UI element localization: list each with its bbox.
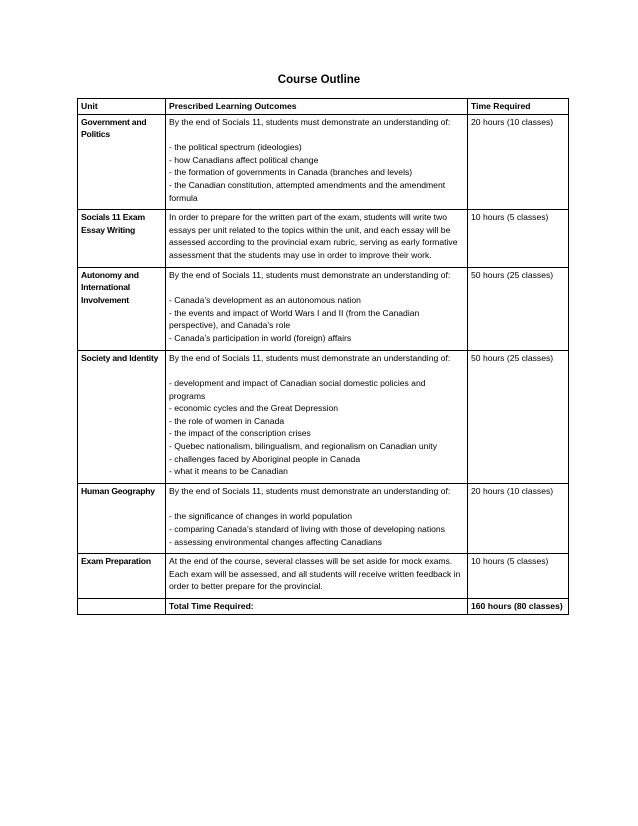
outcome-item: - assessing environmental changes affecting Canadians [169, 536, 382, 547]
outcome-item: - economic cycles and the Great Depression [169, 403, 339, 414]
outcomes-cell [166, 210, 468, 267]
header-outcomes: Prescribed Learning Outcomes [166, 99, 468, 115]
outcomes-text: At the end of the course, several classes will be set aside for mock exams. Each exam will be assessed, and all students will receive written feedback in order to better prepare for the provincial. [169, 556, 461, 592]
unit-cell: Socials 11 Exam Essay Writing [78, 210, 166, 267]
outcome-item: - the formation of governments in Canada (branches and levels) [169, 167, 413, 178]
table-row [78, 114, 569, 210]
outcome-item: - Canada’s participation in world (foreign) affairs [169, 332, 352, 343]
unit-cell: Exam Preparation [78, 554, 166, 599]
table-row [78, 483, 569, 553]
page-title: Course Outline [277, 74, 361, 86]
table-row [78, 210, 569, 267]
header-unit: Unit [78, 99, 166, 115]
outcome-item: - Canada’s development as an autonomous nation [169, 295, 361, 306]
outcome-item: - the Canadian constitution, attempted amendments and the amendment formula [169, 179, 446, 203]
header-time: Time Required [468, 99, 569, 115]
outcomes-cell [166, 483, 468, 553]
unit-cell: Autonomy and International Involvement [78, 267, 166, 350]
outcome-item: - Quebec nationalism, bilingualism, and regionalism on Canadian unity [169, 441, 437, 452]
outcome-item: - the significance of changes in world population [169, 511, 352, 522]
unit-cell: Society and Identity [78, 350, 166, 483]
header-row [78, 99, 569, 115]
time-cell: 50 hours (25 classes) [468, 350, 569, 483]
outcome-item: - challenges faced by Aboriginal people in Canada [169, 453, 361, 464]
outcomes-cell [166, 114, 468, 210]
table-row [78, 554, 569, 599]
outcome-item: - comparing Canada’s standard of living with those of developing nations [169, 524, 445, 535]
outcome-item: - the political spectrum (ideologies) [169, 142, 302, 153]
outcomes-cell [166, 554, 468, 599]
outcomes-cell [166, 267, 468, 350]
outcome-item: - how Canadians affect political change [169, 154, 319, 165]
total-row [78, 599, 569, 615]
outcome-item: - what it means to be Canadian [169, 466, 288, 477]
outcome-item: - the role of women in Canada [169, 415, 285, 426]
unit-cell: Human Geography [78, 483, 166, 553]
total-blank-cell [78, 599, 166, 615]
outcomes-cell [166, 350, 468, 483]
outcome-item: - the impact of the conscription crises [169, 428, 311, 439]
outcome-item: - development and impact of Canadian social domestic policies and programs [169, 378, 426, 401]
outcomes-intro: By the end of Socials 11, students must demonstrate an understanding of: [169, 116, 451, 127]
time-cell: 20 hours (10 classes) [468, 483, 569, 553]
course-outline-table [77, 98, 569, 615]
outcomes-intro: By the end of Socials 11, students must demonstrate an understanding of: [169, 485, 451, 496]
total-label: Total Time Required: [166, 599, 468, 615]
table-row [78, 267, 569, 350]
time-cell: 50 hours (25 classes) [468, 267, 569, 350]
outcome-item: - the events and impact of World Wars I and II (from the Canadian perspective), and Canada’s role [169, 307, 420, 331]
outcomes-intro: By the end of Socials 11, students must demonstrate an understanding of: [169, 269, 451, 280]
outcomes-text: In order to prepare for the written part of the exam, students will write two essays per unit related to the topics within the unit, and each essay will be assessed according to the provincial exam rubric, serving as early formative assessment that the students may use in order to improve their work. [169, 212, 458, 260]
unit-cell: Government and Politics [78, 114, 166, 210]
outcomes-intro: By the end of Socials 11, students must demonstrate an understanding of: [169, 352, 451, 363]
time-cell: 10 hours (5 classes) [468, 554, 569, 599]
time-cell: 20 hours (10 classes) [468, 114, 569, 210]
table-row [78, 350, 569, 483]
total-value: 160 hours (80 classes) [468, 599, 569, 615]
time-cell: 10 hours (5 classes) [468, 210, 569, 267]
